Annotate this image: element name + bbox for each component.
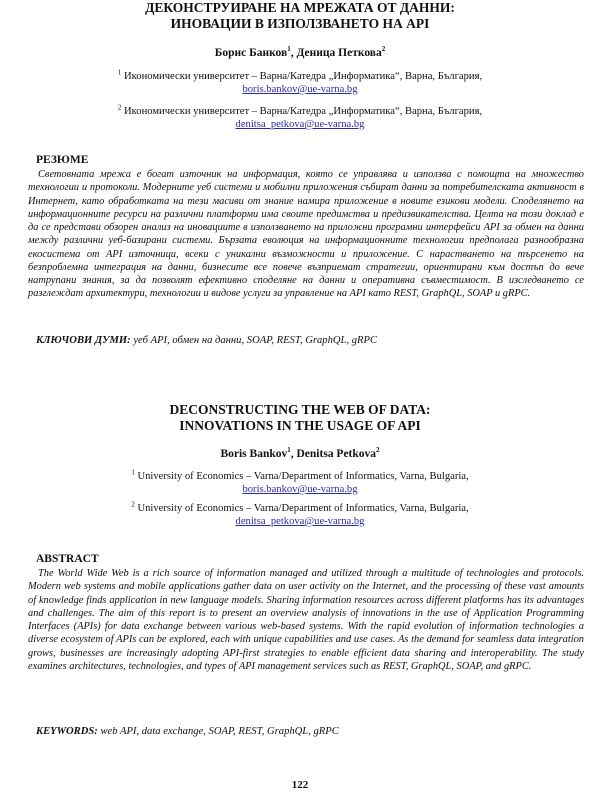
bg-keywords-label: КЛЮЧОВИ ДУМИ: — [36, 335, 131, 346]
bg-aff2-text: Икономически университет – Варна/Катедра „Информатика“, Варна, България, — [124, 106, 483, 117]
bg-aff2-sup: 2 — [117, 103, 122, 112]
en-header — [0, 402, 600, 434]
en-aff1-email-link[interactable]: boris.bankov@ue-varna.bg — [242, 484, 358, 495]
bg-aff1-sup: 1 — [117, 68, 122, 77]
en-aff1-text: University of Economics – Varna/Department of Informatics, Varna, Bulgaria, — [137, 471, 469, 482]
bg-aff2-email-link[interactable]: denitsa_petkova@ue-varna.bg — [235, 119, 365, 130]
bg-author1-sup: 1 — [287, 45, 291, 54]
en-abstract-heading: ABSTRACT — [36, 553, 99, 565]
en-keywords-text: web API, data exchange, SOAP, REST, GraphQL, gRPC — [100, 726, 339, 737]
en-aff2-text: University of Economics – Varna/Department of Informatics, Varna, Bulgaria, — [137, 503, 469, 514]
en-affiliation-2 — [0, 502, 600, 528]
bg-title-line1: ДЕКОНСТРУИРАНЕ НА МРЕЖАТА ОТ ДАННИ: — [145, 0, 455, 15]
en-author1: Boris Bankov — [220, 448, 288, 460]
bg-keywords-text: уеб API, обмен на данни, SOAP, REST, GraphQL, gRPC — [133, 335, 378, 346]
en-aff2-email-link[interactable]: denitsa_petkova@ue-varna.bg — [235, 516, 365, 527]
bg-header — [0, 0, 600, 32]
page-number: 122 — [291, 779, 309, 791]
en-title-line1: DECONSTRUCTING THE WEB OF DATA: — [169, 402, 431, 417]
en-title-line2: INNOVATIONS IN THE USAGE OF API — [179, 418, 421, 433]
bg-authors: Борис Банков$^1$, Деница Петкова$^2$ — [214, 45, 386, 59]
en-authors: Boris Bankov$^1$, Denitsa Petkova$^2$ — [220, 446, 380, 460]
en-author1-sup: 1 — [287, 446, 291, 455]
en-author2-sup: 2 — [376, 446, 380, 455]
bg-abstract-text: Световната мрежа е богат източник на информация, която се управлява и използва с помощта на множество технологии и протоколи. Модерните уеб системи и мобилни приложения събират данни за потребителската активност в Интернет, като обработката на тези масиви от знание намира приложение в новите езикови модели. Споделянето на информационните ресурси на различни платформи има своите предимства и предизвикателства. Целта на този доклад е да се представи обзорен анализ на иновациите в използването на приложни програмни интерфейси API за обмен на данни между различни уеб-базирани системи. Бързата еволюция на информационните технологии предполага разнообразна екосистема от API източници, всеки с уникални възможности и приложение. С нарастването на търсенето на безпроблемна интеграция на данни, бизнесите все повече възприемат стратегии, ориентирани към достъп до вече натрупани знания, за да позволят ефективно споделяне на данни и оперативна съвместимост. В изследването се разглеждат архитектури, технологии и видове услуги за управление на API като REST, GraphQL, SOAP и gRPC. — [28, 169, 584, 300]
en-aff1-sup: 1 — [131, 468, 135, 477]
en-aff2-sup: 2 — [131, 500, 135, 509]
bg-author2: Деница Петкова — [296, 47, 382, 59]
bg-aff1-email-link[interactable]: boris.bankov@ue-varna.bg — [242, 84, 358, 95]
en-keywords — [36, 726, 339, 737]
bg-title-line2: ИНОВАЦИИ В ИЗПОЛЗВАНЕТО НА API — [170, 16, 430, 31]
bg-author1: Борис Банков — [214, 47, 288, 59]
bg-author2-sup: 2 — [381, 45, 386, 54]
bg-keywords — [36, 335, 377, 346]
bg-abstract-heading: РЕЗЮМЕ — [36, 154, 89, 166]
en-author2: Denitsa Petkova — [296, 448, 377, 460]
en-keywords-label: KEYWORDS: — [36, 726, 98, 737]
en-abstract-text: The World Wide Web is a rich source of information managed and utilized through a multitude of technologies and protocols. Modern web systems and mobile applications gather data on user activity on the Internet, and the processing of these vast amounts of knowledge finds application in new language models. Sharing information resources across different platforms has its advantages and challenges. The aim of this report is to present an overview analysis of innovations in the use of Application Programming Interfaces (APIs) for data exchange between various web-based systems. With the rapid evolution of information technologies a diverse ecosystem of APIs can be explored, each with unique capabilities and use cases. As the demand for seamless data integration grows, businesses are increasingly adopting API-first strategies to enable efficient data sharing and interoperability. The study examines architectures, technologies, and types of API management services such as REST, GraphQL, SOAP, and gRPC. — [28, 568, 584, 672]
bg-aff1-text: Икономически университет – Варна/Катедра „Информатика“, Варна, България, — [124, 71, 483, 82]
bg-affiliation-1 — [0, 70, 600, 96]
bg-affiliation-2 — [0, 105, 600, 131]
en-affiliation-1 — [0, 470, 600, 496]
